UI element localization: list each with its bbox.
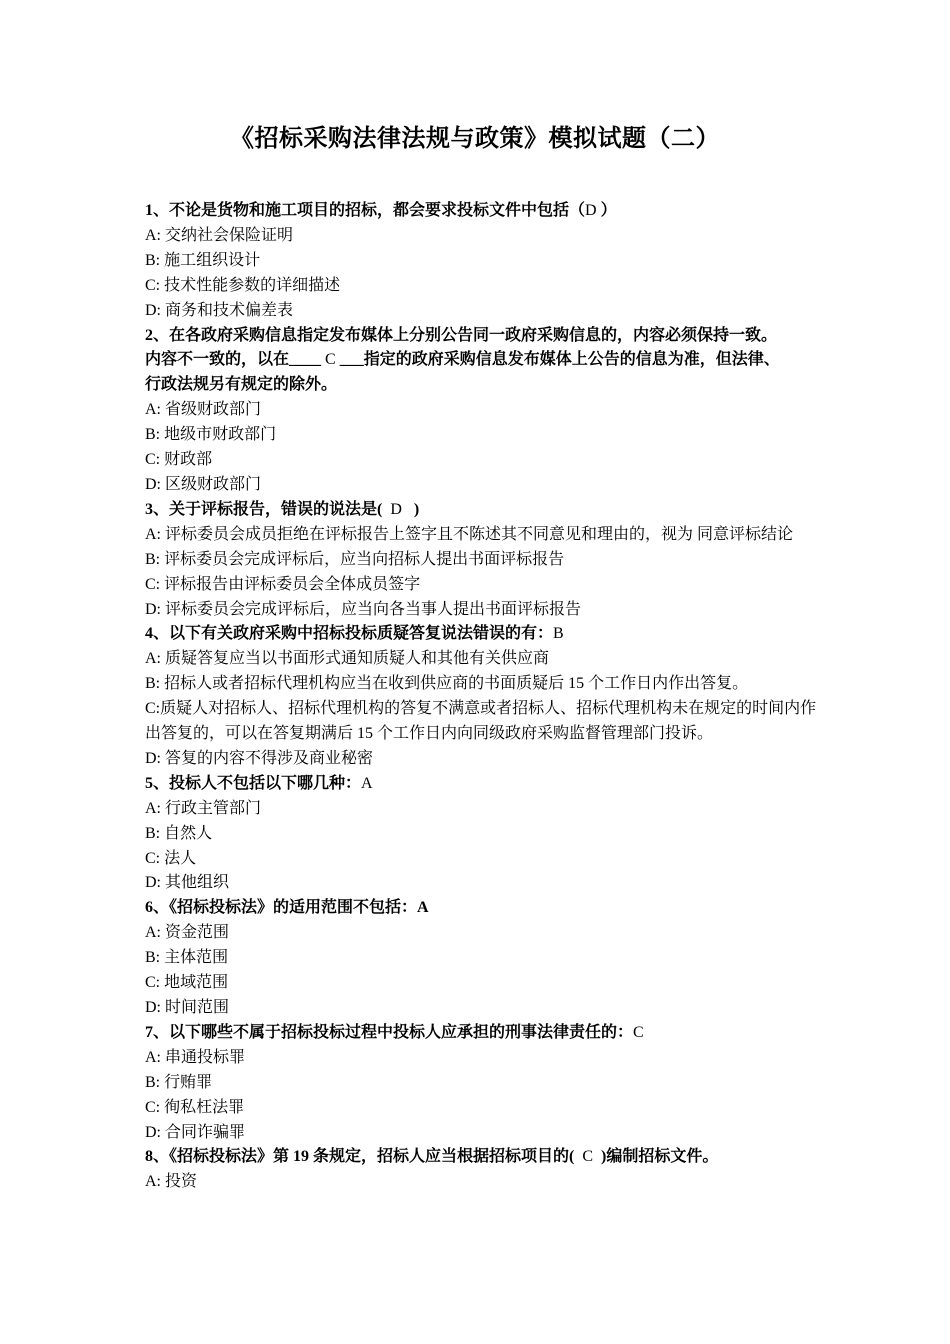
answer-key: A: [417, 899, 429, 917]
option-d: D: 商务和技术偏差表: [145, 301, 294, 319]
option-a: A: 省级财政部门: [145, 401, 262, 419]
option-a: A: 行政主管部门: [145, 799, 262, 817]
answer-key: C: [633, 1023, 644, 1041]
option-c: C: 财政部: [145, 451, 213, 469]
question-stem-cont: 行政法规另有规定的除外。: [145, 376, 338, 394]
option-a: A: 投资: [145, 1173, 198, 1191]
option-b: B: 评标委员会完成评标后，应当向招标人提出书面评标报告: [145, 550, 565, 568]
question-stem: 2、在各政府采购信息指定发布媒体上分别公告同一政府采购信息的，内容必须保持一致。: [145, 326, 778, 344]
question-4: [145, 622, 825, 771]
option-b: B: 行贿罪: [145, 1073, 213, 1091]
option-d: D: 时间范围: [145, 999, 230, 1016]
question-stem: 5、投标人不包括以下哪几种：A: [145, 774, 373, 792]
option-c: C: 技术性能参数的详细描述: [145, 276, 341, 294]
option-d: D: 答复的内容不得涉及商业秘密: [145, 749, 374, 767]
option-a: A: 评标委员会成员拒绝在评标报告上签字且不陈述其不同意见和理由的，视为 同意评标结论: [145, 525, 794, 543]
answer-key: A: [361, 774, 373, 792]
option-c: C:质疑人对招标人、招标代理机构的答复不满意或者招标人、招标代理机构未在规定的时间内作出答复的，可以在答复期满后 15 个工作日内向同级政府采购监督管理部门投诉。: [145, 700, 817, 743]
option-a: A: 质疑答复应当以书面形式通知质疑人和其他有关供应商: [145, 650, 550, 668]
answer-key: C: [574, 1148, 602, 1166]
option-b: B: 主体范围: [145, 949, 229, 967]
option-a: A: 资金范围: [145, 924, 230, 942]
option-b: B: 施工组织设计: [145, 251, 261, 269]
document-title: 《招标采购法律法规与政策》模拟试题（二）: [230, 126, 720, 152]
option-a: A: 串通投标罪: [145, 1048, 246, 1066]
answer-key: C: [321, 351, 340, 369]
option-a: A: 交纳社会保险证明: [145, 226, 294, 244]
question-1: [145, 199, 825, 324]
option-b: B: 地级市财政部门: [145, 426, 277, 444]
question-6: [145, 896, 825, 1021]
question-5: [145, 772, 825, 897]
option-d: D: 评标委员会完成评标后，应当向各当事人提出书面评标报告: [145, 600, 582, 618]
option-d: D: 合同诈骗罪: [145, 1123, 246, 1141]
option-c: C: 法人: [145, 849, 197, 867]
option-c: C: 徇私枉法罪: [145, 1098, 245, 1116]
answer-key: D: [585, 202, 597, 219]
answer-key: B: [553, 625, 564, 643]
option-b: B: 招标人或者招标代理机构应当在收到供应商的书面质疑后 15 个工作日内作出答复。: [145, 675, 749, 693]
question-stem: 4、以下有关政府采购中招标投标质疑答复说法错误的有：B: [145, 625, 564, 643]
option-b: B: 自然人: [145, 824, 213, 842]
question-stem: 8、《招标投标法》第 19 条规定，招标人应当根据招标项目的( C )编制招标文件。: [145, 1148, 719, 1166]
option-c: C: 评标报告由评标委员会全体成员签字: [145, 575, 421, 593]
question-list: [145, 199, 825, 1195]
question-stem-cont: 内容不一致的，以在____ C ___指定的政府采购信息发布媒体上公告的信息为准，但法律、: [145, 351, 780, 369]
option-d: D: 其他组织: [145, 874, 230, 892]
option-d: D: 区级财政部门: [145, 475, 262, 493]
question-stem: 6、《招标投标法》的适用范围不包括：A: [145, 899, 429, 917]
option-c: C: 地域范围: [145, 974, 229, 992]
answer-key: D: [382, 500, 410, 518]
question-7: [145, 1021, 825, 1146]
question-stem: 7、以下哪些不属于招标投标过程中投标人应承担的刑事法律责任的：C: [145, 1023, 644, 1041]
question-8: [145, 1145, 825, 1195]
question-stem: 1、不论是货物和施工项目的招标，都会要求投标文件中包括（D ）: [145, 202, 617, 219]
question-2: [145, 324, 825, 498]
question-stem: 3、关于评标报告，错误的说法是( D ): [145, 500, 420, 518]
question-3: [145, 498, 825, 623]
